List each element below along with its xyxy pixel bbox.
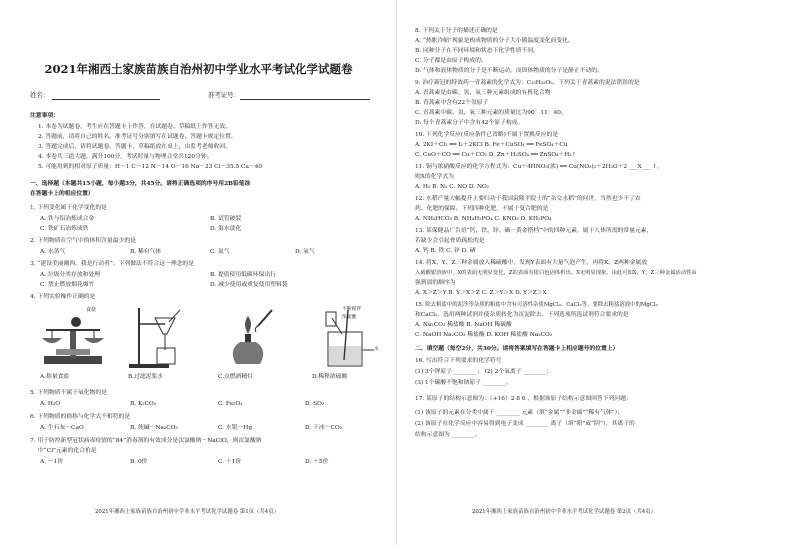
section-1-heading-cont: 在答题卡上的相应位置） bbox=[30, 191, 94, 197]
q7-option-c: C. ＋1价 bbox=[218, 459, 242, 465]
label-stir: 不断搅拌 bbox=[342, 307, 362, 312]
q4-option-b: B.过滤泥浆水 bbox=[128, 374, 164, 380]
q1-option-c: C. 铁矿石冶炼成铁 bbox=[40, 226, 89, 232]
q16-stem: 16. 写出符合下列要求的化学符号 bbox=[415, 358, 502, 364]
q15-stem-cont: 和CaCl₂，选用两种试剂并使杂质转化为沉淀除去。下列选项所选试剂符合要求的是 bbox=[415, 312, 629, 318]
q6-option-b: B. 纯碱－Na₂CO₃ bbox=[130, 425, 178, 431]
q9-stem: 9. 治疗新冠的特效药一青蒿素的化学式为：C₁₅H₂₂O₅。下列关于青蒿素的说法错误的是 bbox=[415, 80, 640, 86]
name-label: 姓名： bbox=[30, 91, 50, 99]
question-2-stem: 2. 下列物质在空气中的体积含量最少的是 bbox=[30, 238, 136, 244]
question-1-stem: 1. 下列变化属于化学变化的是 bbox=[30, 205, 107, 211]
alcohol-lamp-drawing bbox=[218, 304, 278, 372]
notice-1: 1. 本卷为试题卷，考生应在答题卡上作答，在试题卷、草稿纸上作答无效。 bbox=[38, 124, 231, 130]
q4-option-a: A.称量食盐 bbox=[40, 374, 70, 380]
q9-option-c: C. 青蒿素中碳、氢、氧三种元素的质量比为90：11：40。 bbox=[415, 110, 567, 116]
q16-part-1-2: (1) 3个钾原子 ________； (2) 2个氧离子 ________； bbox=[415, 369, 553, 375]
notice-4: 4. 本卷共三道大题，满分100分，考试时量与物理合堂共120分钟。 bbox=[38, 154, 213, 160]
q5-option-b: B. K₂CO₃ bbox=[130, 401, 157, 407]
q4-option-c: C.点燃酒精灯 bbox=[218, 374, 254, 380]
q2-option-b: B. 稀有气体 bbox=[130, 249, 162, 255]
q6-option-c: C. 水银－Hg bbox=[218, 425, 253, 431]
balance-scale-drawing bbox=[36, 304, 114, 372]
label-water: 水 bbox=[374, 347, 379, 352]
q8-option-c: C. 分子都是由原子构成的。 bbox=[415, 58, 487, 64]
question-5-stem: 5. 下列物质不属于氧化物的是 bbox=[30, 390, 107, 396]
q9-option-d: D. 每个青蒿素分子中含有42个原子构成。 bbox=[415, 120, 524, 126]
q7-option-a: A. －1价 bbox=[40, 459, 64, 465]
q5-option-c: C. Fe₂O₃ bbox=[218, 401, 243, 407]
q8-stem: 8. 下列关于分子的描述正确的是 bbox=[415, 28, 498, 34]
question-3-stem: 3. “建设美丽湘西，我是行动者”。下列做法不符合这一理念的是 bbox=[30, 261, 195, 267]
q1-option-b: B. 试管破裂 bbox=[210, 216, 242, 222]
q16-part-3: (3) 1个碳酸不饱和钠原子 ________。 bbox=[415, 380, 512, 386]
ticket-label: 准考证号： bbox=[208, 91, 240, 99]
q10-options-ab: A. 2KI＋Cl₂ ══ I₂＋2KCl B. Fe＋CuSO₄ ══ FeSO₄＋Cu bbox=[415, 142, 568, 148]
name-field-line bbox=[52, 99, 160, 100]
q13-stem: 13. 某保健品广告语“钙、铁、锌、硒－黄金搭档”中的四种元素，属于人体所需的常量元素， bbox=[415, 228, 653, 234]
question-6-stem: 6. 下列物质的俗称与化学式不相符的是 bbox=[30, 414, 131, 420]
label-salt: 食盐 bbox=[86, 307, 97, 313]
q2-option-d: D. 氧气 bbox=[295, 249, 315, 255]
filtration-drawing bbox=[125, 304, 195, 372]
section-2-heading: 二、填空题（每空2分，共30分。请将答案填写在答题卡上相应题号的位置上） bbox=[415, 346, 619, 352]
q15-options-ab: A. Na₂CO₃ 稀盐酸 B. NaOH 稀硫酸 bbox=[415, 322, 512, 328]
notice-title: 注意事项： bbox=[30, 113, 59, 119]
ticket-field-line bbox=[240, 99, 370, 100]
notice-3: 3. 答题完成后，请将试题卷、答题卡、草稿纸放在桌上，由监考老师收回。 bbox=[38, 144, 231, 150]
notice-5: 5. 可能用到的相对原子质量：H－1 C－12 N－14 O－16 Na－23 Cl－35.5 Ca－40 bbox=[38, 164, 263, 170]
exam-page-2 bbox=[397, 0, 794, 545]
exam-title: 2021年湘西土家族苗族自治州初中学业水平考试化学试题卷 bbox=[44, 62, 353, 76]
q9-option-a: A. 青蒿素是由碳、氢、氧三种元素组成的有机化合物 bbox=[415, 90, 551, 96]
q2-option-a: A. 水蒸气 bbox=[40, 249, 66, 255]
q14-stem-end: 强到弱的顺序为 bbox=[415, 280, 456, 286]
question-4-stem: 4. 下列实验操作正确的是 bbox=[30, 294, 96, 300]
q7-option-b: B. 0价 bbox=[130, 459, 148, 465]
q13-options: A. 钙 B. 铁 C. 锌 D. 硒 bbox=[415, 248, 476, 254]
section-1-heading: 一、选择题（本题共15小题，每小题3分，共45分。请将正确选项的序号用2B铅笔涂 bbox=[30, 181, 251, 187]
q11-stem: 11. 铜与浓硝酸反应的化学方程式为：Cu＋4HNO₃(浓) ══ Cu(NO₃)₂＋2H₂O＋2 ___X___ ↑， bbox=[415, 164, 663, 170]
q14-options: A. X＞Z＞Y B. Y＞X＞Z C. Z＞Y＞X D. Y＞Z＞X bbox=[415, 290, 547, 296]
q15-stem: 15. 除去粗盐中的泥沙等杂质的粗盐中含有可溶性杂质MgCl₂、CaCl₂等。要除去粗盐溶液中的MgCl₂ bbox=[415, 302, 658, 308]
q8-option-d: D. 气体和液体物质的分子是不断运动，而固体物质的分子是静止不动的。 bbox=[415, 68, 603, 74]
q3-option-b: B. 提倡使用低碳环保出行 bbox=[210, 272, 276, 278]
q6-option-d: D. 干冰－CO₂ bbox=[305, 425, 343, 431]
q10-stem: 10. 下列化学反应(反应条件已省略)不属于置换反应的是 bbox=[415, 132, 559, 138]
question-7-stem: 7. 用于防控新型冠状病毒疫情的“84”消毒剂的有效成分是次氯酸钠－NaClO，则次氯酸钠 bbox=[30, 438, 262, 444]
q17-stem: 17. 某原子的结构示意图为：（+16）2 8 6 ，根据该原子结构示意图回答下列问题： bbox=[415, 396, 632, 402]
q8-option-b: B. 同种分子在不同环境和状态下化学性质不同。 bbox=[415, 48, 539, 54]
q3-option-c: C. 禁止燃放烟花爆竹 bbox=[40, 282, 95, 288]
q15-options-cd: C. NaOH Na₂CO₃ 稀盐酸 D. KOH 稀盐酸 Na₂CO₃ bbox=[415, 332, 553, 338]
q1-option-d: D. 海水淡化 bbox=[210, 226, 242, 232]
q8-option-a: A. “热胀冷缩”现象是构成物质的分子大小随温度变化而变化。 bbox=[415, 38, 574, 44]
label-acid: 浓硫酸 bbox=[342, 315, 357, 320]
q5-option-a: A. H₂O bbox=[40, 401, 61, 407]
notice-2: 2. 答题前，请将自己的姓名、准考证号分别填写在试题卷、答题卡规定位置。 bbox=[38, 134, 237, 140]
question-7-stem-cont: 中“Cl”元素的化合价是 bbox=[38, 448, 97, 454]
q3-option-a: A. 垃圾分类存放和处理 bbox=[40, 272, 101, 278]
q2-option-c: C. 氮气 bbox=[210, 249, 230, 255]
q1-option-a: A. 铁与铝冶炼成合金 bbox=[40, 216, 95, 222]
page-1-footer: 2021年湘西土家族苗族自治州初中学业水平考试化学试题卷 第1页（共4页） bbox=[95, 509, 280, 515]
q17-part-2-cont: 结构示意图为 ________。 bbox=[415, 432, 481, 438]
q11-options: A. H₂ B. N₂ C. NO D. NO₂ bbox=[415, 184, 490, 190]
q14-stem: 14. 将X、Y、Z三种金属放入稀硫酸中，发现Y表面有大量气泡产生，再将X、Z两种金属放 bbox=[415, 260, 648, 266]
q6-option-a: A. 生石灰－CaO bbox=[40, 425, 84, 431]
q9-option-b: B. 青蒿素中含有22个氢原子 bbox=[415, 100, 489, 106]
q3-option-d: D. 减少使用或重复使用塑料袋 bbox=[210, 282, 288, 288]
q10-options-cd: C. CuO＋CO ══ Cu＋CO₂ D. Zn＋H₂SO₄ ══ ZnSO₄＋H₂↑ bbox=[415, 152, 577, 158]
page-2-footer: 2021年湘西土家族苗族自治州初中学业水平考试化学试题卷 第2页（共4页） bbox=[472, 509, 657, 515]
q13-stem-cont: 若缺少会引起骨质疏松的是 bbox=[415, 238, 485, 244]
q12-stem-cont: 药、化肥的保障。下列四种化肥，不属于复合肥的是 bbox=[415, 206, 549, 212]
q11-stem-cont: 则X的化学式为 bbox=[415, 174, 454, 180]
q4-option-d: D.稀释浓硫酸 bbox=[312, 374, 348, 380]
q12-stem: 12. 水稻产量大幅提升主要归功于我国袁隆平院士的“杂交水稻”的问世，当然也少不了农 bbox=[415, 196, 641, 202]
q17-part-1: (1) 该原子的元素在分类中属于 ________ 元素（填“金属”“非金属”“稀有气体”）； bbox=[415, 410, 624, 416]
q7-option-d: D. ＋5价 bbox=[305, 459, 329, 465]
q12-options: A. NH₄HCO₃ B. NH₄H₂PO₄ C. KNO₃ D. KH₂PO₄ bbox=[415, 216, 552, 222]
q14-stem-cont: 入硝酸银溶液中，X的表面无明显变化，Z的表面有银白色固体析出。X无明显现象，由此可知X、Y、Z三种金属活动性由 bbox=[415, 270, 697, 276]
q5-option-d: D. SO₂ bbox=[305, 401, 325, 407]
q17-part-2: (2) 该原子在化学反应中容易得到电子变成 ________ 离子（填“阳”或“阴”），其离子的 bbox=[415, 421, 635, 427]
